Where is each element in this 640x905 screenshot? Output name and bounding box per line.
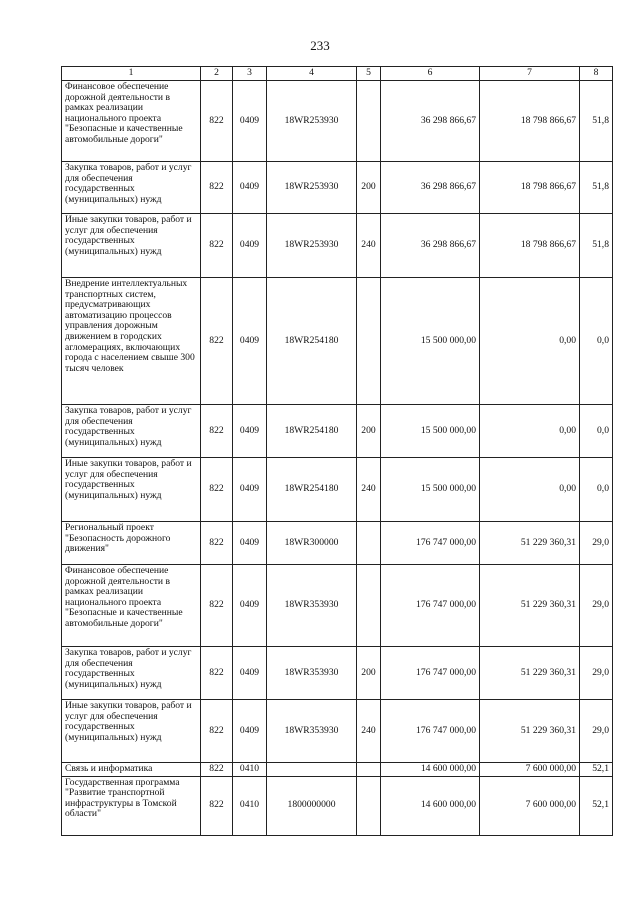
cell-plan: 14 600 000,00 [381,763,480,777]
column-header: 2 [201,67,233,81]
table-row [62,214,613,278]
cell-actual: 0,00 [480,278,580,405]
column-header: 7 [480,67,580,81]
cell-target: 1800000000 [267,776,357,835]
cell-percent: 52,1 [580,763,613,777]
table-row [62,565,613,647]
cell-target: 18WR253930 [267,214,357,278]
table-row [62,81,613,162]
cell-percent: 0,0 [580,458,613,522]
cell-expense-type [357,522,381,565]
cell-ministry: 822 [201,214,233,278]
cell-target: 18WR254180 [267,458,357,522]
cell-percent: 51,8 [580,81,613,162]
cell-ministry: 822 [201,776,233,835]
cell-target: 18WR253930 [267,162,357,214]
row-name: Государственная программа "Развитие транспортной инфраструктуры в Томской области" [62,776,201,835]
cell-plan: 15 500 000,00 [381,458,480,522]
row-name: Закупка товаров, работ и услуг для обеспечения государственных (муниципальных) нужд [62,162,201,214]
cell-ministry: 822 [201,522,233,565]
cell-percent: 51,8 [580,214,613,278]
cell-actual: 51 229 360,31 [480,522,580,565]
cell-plan: 36 298 866,67 [381,81,480,162]
table-row [62,162,613,214]
row-name: Закупка товаров, работ и услуг для обеспечения государственных (муниципальных) нужд [62,647,201,700]
row-name: Связь и информатика [62,763,201,777]
cell-percent: 29,0 [580,700,613,763]
cell-plan: 15 500 000,00 [381,405,480,458]
cell-target: 18WR253930 [267,81,357,162]
cell-actual: 7 600 000,00 [480,776,580,835]
row-name: Региональный проект "Безопасность дорожного движения" [62,522,201,565]
cell-ministry: 822 [201,647,233,700]
cell-actual: 18 798 866,67 [480,214,580,278]
row-name: Иные закупки товаров, работ и услуг для обеспечения государственных (муниципальных) нужд [62,458,201,522]
budget-table [61,66,613,836]
cell-expense-type: 200 [357,405,381,458]
cell-section: 0410 [233,763,267,777]
cell-actual: 7 600 000,00 [480,763,580,777]
cell-section: 0409 [233,565,267,647]
cell-plan: 36 298 866,67 [381,162,480,214]
row-name: Финансовое обеспечение дорожной деятельности в рамках реализации национального проекта "Безопасные и качественные автомобильные дороги" [62,565,201,647]
row-name: Иные закупки товаров, работ и услуг для обеспечения государственных (муниципальных) нужд [62,214,201,278]
cell-section: 0410 [233,776,267,835]
row-name: Финансовое обеспечение дорожной деятельности в рамках реализации национального проекта "Безопасные и качественные автомобильные дороги" [62,81,201,162]
cell-expense-type: 240 [357,458,381,522]
cell-ministry: 822 [201,278,233,405]
table-row [62,700,613,763]
column-header: 4 [267,67,357,81]
cell-actual: 18 798 866,67 [480,162,580,214]
column-header: 1 [62,67,201,81]
cell-section: 0409 [233,700,267,763]
cell-section: 0409 [233,405,267,458]
cell-actual: 51 229 360,31 [480,565,580,647]
table-row [62,647,613,700]
cell-expense-type [357,776,381,835]
cell-target [267,763,357,777]
cell-percent: 51,8 [580,162,613,214]
cell-expense-type [357,763,381,777]
cell-target: 18WR353930 [267,647,357,700]
cell-percent: 52,1 [580,776,613,835]
cell-percent: 29,0 [580,565,613,647]
cell-actual: 0,00 [480,458,580,522]
column-header: 6 [381,67,480,81]
cell-section: 0409 [233,214,267,278]
table-row [62,405,613,458]
cell-expense-type [357,278,381,405]
cell-target: 18WR254180 [267,278,357,405]
table-row [62,458,613,522]
cell-section: 0409 [233,278,267,405]
cell-expense-type: 240 [357,700,381,763]
cell-expense-type [357,565,381,647]
table-row [62,763,613,777]
header-row [62,67,613,81]
cell-ministry: 822 [201,405,233,458]
row-name: Внедрение интеллектуальных транспортных систем, предусматривающих автоматизацию процессов управления дорожным движением в городских агломерациях, включающих города с населением свыше 300 тысяч человек [62,278,201,405]
table-row [62,278,613,405]
column-header: 5 [357,67,381,81]
cell-ministry: 822 [201,162,233,214]
cell-actual: 51 229 360,31 [480,700,580,763]
cell-plan: 14 600 000,00 [381,776,480,835]
page-number: 233 [310,38,330,53]
cell-section: 0409 [233,162,267,214]
cell-percent: 29,0 [580,647,613,700]
cell-actual: 18 798 866,67 [480,81,580,162]
cell-percent: 0,0 [580,278,613,405]
cell-section: 0409 [233,81,267,162]
cell-target: 18WR254180 [267,405,357,458]
cell-actual: 0,00 [480,405,580,458]
cell-plan: 176 747 000,00 [381,647,480,700]
table-row [62,522,613,565]
cell-expense-type: 200 [357,162,381,214]
cell-target: 18WR300000 [267,522,357,565]
cell-ministry: 822 [201,81,233,162]
cell-plan: 15 500 000,00 [381,278,480,405]
cell-target: 18WR353930 [267,700,357,763]
row-name: Иные закупки товаров, работ и услуг для обеспечения государственных (муниципальных) нужд [62,700,201,763]
column-header: 3 [233,67,267,81]
cell-actual: 51 229 360,31 [480,647,580,700]
cell-section: 0409 [233,647,267,700]
cell-ministry: 822 [201,700,233,763]
cell-target: 18WR353930 [267,565,357,647]
cell-percent: 29,0 [580,522,613,565]
cell-ministry: 822 [201,763,233,777]
cell-plan: 176 747 000,00 [381,565,480,647]
cell-ministry: 822 [201,458,233,522]
table-row [62,776,613,835]
column-header: 8 [580,67,613,81]
cell-plan: 176 747 000,00 [381,522,480,565]
row-name: Закупка товаров, работ и услуг для обеспечения государственных (муниципальных) нужд [62,405,201,458]
cell-expense-type [357,81,381,162]
cell-expense-type: 240 [357,214,381,278]
cell-section: 0409 [233,522,267,565]
cell-expense-type: 200 [357,647,381,700]
cell-ministry: 822 [201,565,233,647]
cell-section: 0409 [233,458,267,522]
cell-percent: 0,0 [580,405,613,458]
cell-plan: 176 747 000,00 [381,700,480,763]
cell-plan: 36 298 866,67 [381,214,480,278]
